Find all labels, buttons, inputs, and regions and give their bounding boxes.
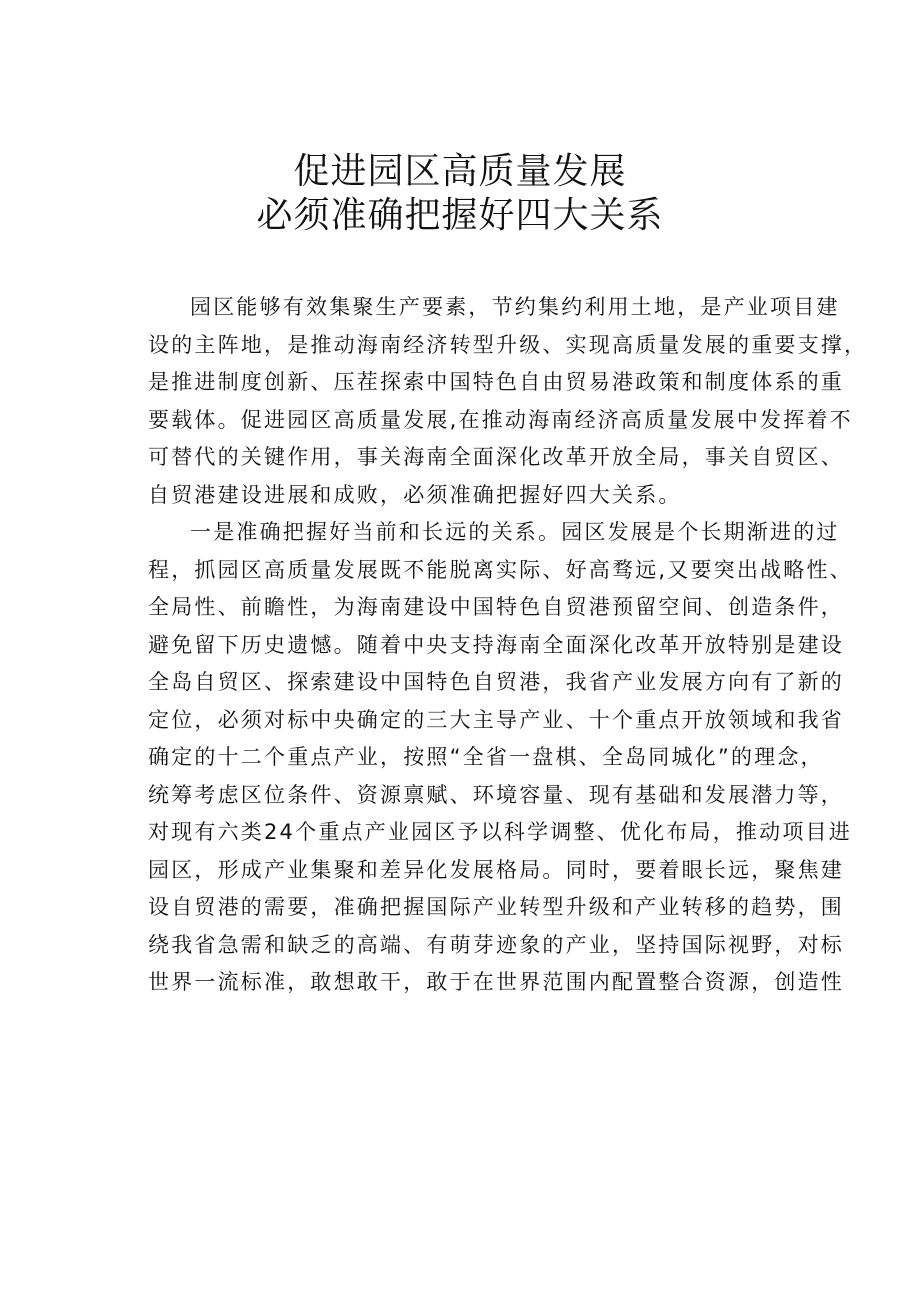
paragraph-line: 对现有六类24个重点产业园区予以科学调整、优化布局，推动项目进	[148, 820, 852, 844]
paragraph-line: 世界一流标准，敢想敢干，敢于在世界范围内配置整合资源，创造性	[148, 970, 844, 994]
paragraph-line: 园区能够有效集聚生产要素，节约集约利用土地，是产业项目建	[190, 295, 840, 319]
paragraph-line: 设的主阵地，是推动海南经济转型升级、实现高质量发展的重要支撑，	[148, 332, 868, 357]
title-line-2: 必须准确把握好四大关系	[256, 195, 664, 236]
paragraph-line: 避免留下历史遗憾。随着中央支持海南全面深化改革开放特别是建设	[148, 632, 844, 657]
title-line-1: 促进园区高质量发展	[293, 151, 627, 192]
paragraph-line: 要载体。促进园区高质量发展,在推动海南经济高质量发展中发挥着不	[148, 407, 853, 432]
paragraph-line: 确定的十二个重点产业，按照“全省一盘棋、全岛同城化”的理念，	[148, 745, 824, 769]
paragraph-line: 程，抓园区高质量发展既不能脱离实际、好高骛远,又要突出战略性、	[148, 557, 853, 582]
paragraph-intro	[148, 289, 868, 514]
document-body	[148, 289, 868, 1002]
paragraph-line: 统筹考虑区位条件、资源禀赋、环境容量、现有基础和发展潜力等，	[148, 782, 844, 807]
paragraph-line: 自贸港建设进展和成败，必须准确把握好四大关系。	[148, 482, 682, 507]
paragraph-line: 设自贸港的需要，准确把握国际产业转型升级和产业转移的趋势，围	[148, 895, 844, 919]
paragraph-line: 全岛自贸区、探索建设中国特色自贸港，我省产业发展方向有了新的	[148, 670, 844, 694]
paragraph-line: 全局性、前瞻性，为海南建设中国特色自贸港预留空间、创造条件，	[148, 595, 844, 619]
paragraph-line: 可替代的关键作用，事关海南全面深化改革开放全局，事关自贸区、	[148, 445, 844, 469]
paragraph-line: 园区，形成产业集聚和差异化发展格局。同时，要着眼长远，聚焦建	[148, 857, 844, 882]
paragraph-line: 一是准确把握好当前和长远的关系。园区发展是个长期渐进的过	[190, 520, 840, 544]
paragraph-line: 定位，必须对标中央确定的三大主导产业、十个重点开放领域和我省	[148, 707, 844, 732]
paragraph-first-relation	[148, 514, 853, 1002]
paragraph-line: 是推进制度创新、压茬探索中国特色自由贸易港政策和制度体系的重	[148, 370, 844, 394]
paragraph-line: 绕我省急需和缺乏的高端、有萌芽迹象的产业，坚持国际视野，对标	[148, 932, 844, 957]
document-title	[0, 150, 920, 238]
